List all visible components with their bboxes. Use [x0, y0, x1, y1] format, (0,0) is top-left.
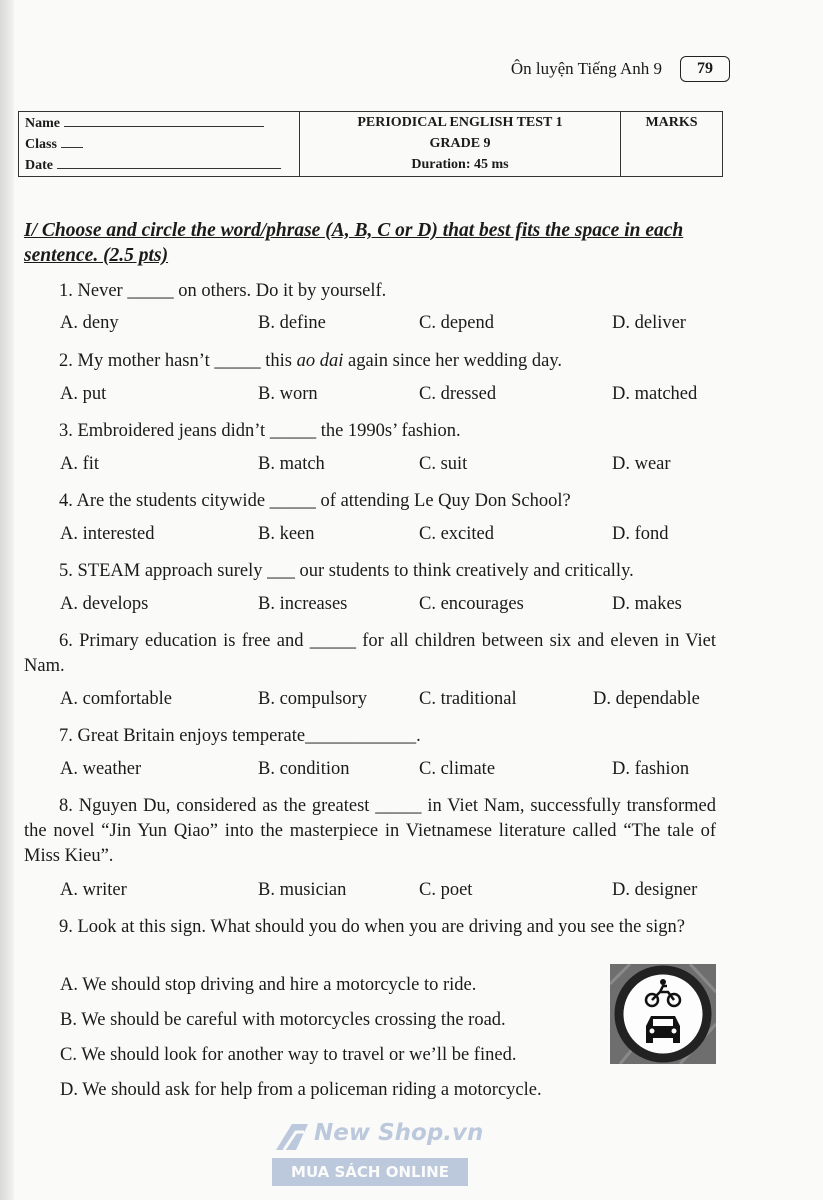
options-2 [60, 384, 720, 410]
answer-blank: _____ [309, 631, 356, 651]
question-text: 7. Great Britain enjoys temperate [59, 726, 306, 746]
option-c[interactable]: C. climate [419, 759, 496, 779]
question-5 [24, 559, 716, 584]
options-7 [60, 759, 720, 785]
option-d[interactable]: D. dependable [593, 689, 700, 709]
option-b[interactable]: B. increases [258, 594, 348, 614]
watermark-brand: New Shop.vn [314, 1120, 484, 1146]
test-title-cell [300, 112, 621, 177]
option-b[interactable]: B. keen [258, 524, 315, 544]
option-a[interactable]: A. develops [60, 594, 149, 614]
option-d[interactable]: D. makes [612, 594, 682, 614]
option-c[interactable]: C. traditional [419, 689, 517, 709]
question-9 [24, 915, 716, 940]
option-a[interactable]: A. We should stop driving and hire a motorcycle to ride. [60, 975, 477, 995]
marks-label: MARKS [645, 115, 698, 130]
answer-blank: _____ [127, 281, 174, 301]
options-5 [60, 594, 720, 620]
italic-term: ao dai [296, 351, 344, 371]
answer-blank: ____________ [305, 726, 417, 746]
date-label: Date [25, 158, 53, 173]
option-b[interactable]: B. compulsory [258, 689, 367, 709]
option-b[interactable]: B. define [258, 313, 326, 333]
options-3 [60, 454, 720, 480]
question-2 [24, 349, 716, 374]
option-c[interactable]: C. poet [419, 880, 473, 900]
option-d[interactable]: D. We should ask for help from a policeman riding a motorcycle. [60, 1080, 542, 1100]
page-edge [0, 0, 14, 1200]
answer-blank: _____ [269, 491, 316, 511]
question-text: 6. Primary education is free and [59, 631, 310, 651]
watermark-tagline: MUA SÁCH ONLINE [272, 1158, 468, 1186]
grade-label: GRADE 9 [429, 136, 491, 151]
answer-blank: _____ [269, 421, 317, 441]
option-d[interactable]: D. fashion [612, 759, 690, 779]
name-blank [64, 112, 264, 127]
class-label: Class [25, 137, 57, 152]
running-title: Ôn luyện Tiếng Anh 9 [510, 59, 662, 78]
newshop-logo-icon [274, 1120, 310, 1154]
question-4 [24, 489, 716, 514]
section-title: I/ Choose and circle the word/phrase (A, B, C or D) that best fits the space in each sentence. (2.5 pts) [24, 220, 684, 266]
option-b[interactable]: B. worn [258, 384, 318, 404]
question-3 [24, 419, 716, 444]
option-b[interactable]: B. match [258, 454, 325, 474]
question-text: this [260, 351, 297, 371]
question-text: 4. Are the students citywide [59, 491, 270, 511]
option-d[interactable]: D. designer [612, 880, 698, 900]
date-blank [57, 154, 281, 169]
option-c[interactable]: C. dressed [419, 384, 497, 404]
option-c[interactable]: C. suit [419, 454, 468, 474]
student-info-cell [19, 112, 300, 177]
option-c[interactable]: C. We should look for another way to travel or we’ll be fined. [60, 1045, 517, 1065]
question-text: 2. My mother hasn’t [59, 351, 215, 371]
option-b[interactable]: B. condition [258, 759, 350, 779]
option-b[interactable]: B. musician [258, 880, 347, 900]
question-text: 9. Look at this sign. What should you do when you are driving and you see the sign? [59, 917, 685, 937]
question-7 [24, 724, 716, 749]
question-text: 3. Embroidered jeans didn’t [59, 421, 270, 441]
duration-label: Duration: 45 ms [411, 157, 509, 172]
test-title: PERIODICAL ENGLISH TEST 1 [357, 115, 563, 130]
question-8 [24, 794, 716, 869]
option-a[interactable]: A. weather [60, 759, 142, 779]
no-motor-vehicles-sign-icon [610, 964, 716, 1064]
question-text: the 1990s’ fashion. [316, 421, 461, 441]
answer-blank: _____ [214, 351, 261, 371]
option-d[interactable]: D. wear [612, 454, 671, 474]
question-text: in Viet Nam, successfully transformed the novel “Jin Yun Qiao” into the masterpiece in Vietnamese literature called “The tale of Miss Kieu”. [24, 796, 716, 866]
option-d[interactable]: D. fond [612, 524, 669, 544]
option-d[interactable]: D. deliver [612, 313, 686, 333]
option-a[interactable]: A. fit [60, 454, 100, 474]
option-c[interactable]: C. excited [419, 524, 495, 544]
question-text: 5. STEAM approach surely [59, 561, 268, 581]
question-text: . [416, 726, 421, 746]
marks-cell [621, 112, 723, 177]
options-4 [60, 524, 720, 550]
options-1 [60, 313, 720, 339]
answer-blank: _____ [375, 796, 422, 816]
class-blank [61, 133, 83, 148]
option-c[interactable]: C. encourages [419, 594, 524, 614]
question-text: again since her wedding day. [343, 351, 563, 371]
option-b[interactable]: B. We should be careful with motorcycles crossing the road. [60, 1010, 506, 1030]
name-label: Name [25, 116, 60, 131]
question-text: our students to think creatively and critically. [294, 561, 634, 581]
answer-blank: ___ [267, 561, 295, 581]
option-a[interactable]: A. writer [60, 880, 127, 900]
options-8 [60, 880, 720, 906]
option-a[interactable]: A. interested [60, 524, 155, 544]
question-text: 1. Never [59, 281, 128, 301]
option-a[interactable]: A. comfortable [60, 689, 172, 709]
question-text: of attending Le Quy Don School? [315, 491, 571, 511]
question-text: 8. Nguyen Du, considered as the greatest [59, 796, 376, 816]
question-6 [24, 629, 716, 679]
question-1 [24, 279, 716, 304]
traffic-sign-image [610, 964, 716, 1064]
options-6 [60, 689, 720, 715]
option-c[interactable]: C. depend [419, 313, 495, 333]
option-a[interactable]: A. deny [60, 313, 119, 333]
test-header-table [18, 111, 723, 177]
watermark [272, 1116, 484, 1188]
question-text: on others. Do it by yourself. [173, 281, 387, 301]
page-number: 79 [680, 56, 730, 82]
option-a[interactable]: A. put [60, 384, 107, 404]
option-d[interactable]: D. matched [612, 384, 698, 404]
question-text: for all children between six and eleven in Viet Nam. [24, 631, 716, 676]
running-head [480, 56, 730, 84]
